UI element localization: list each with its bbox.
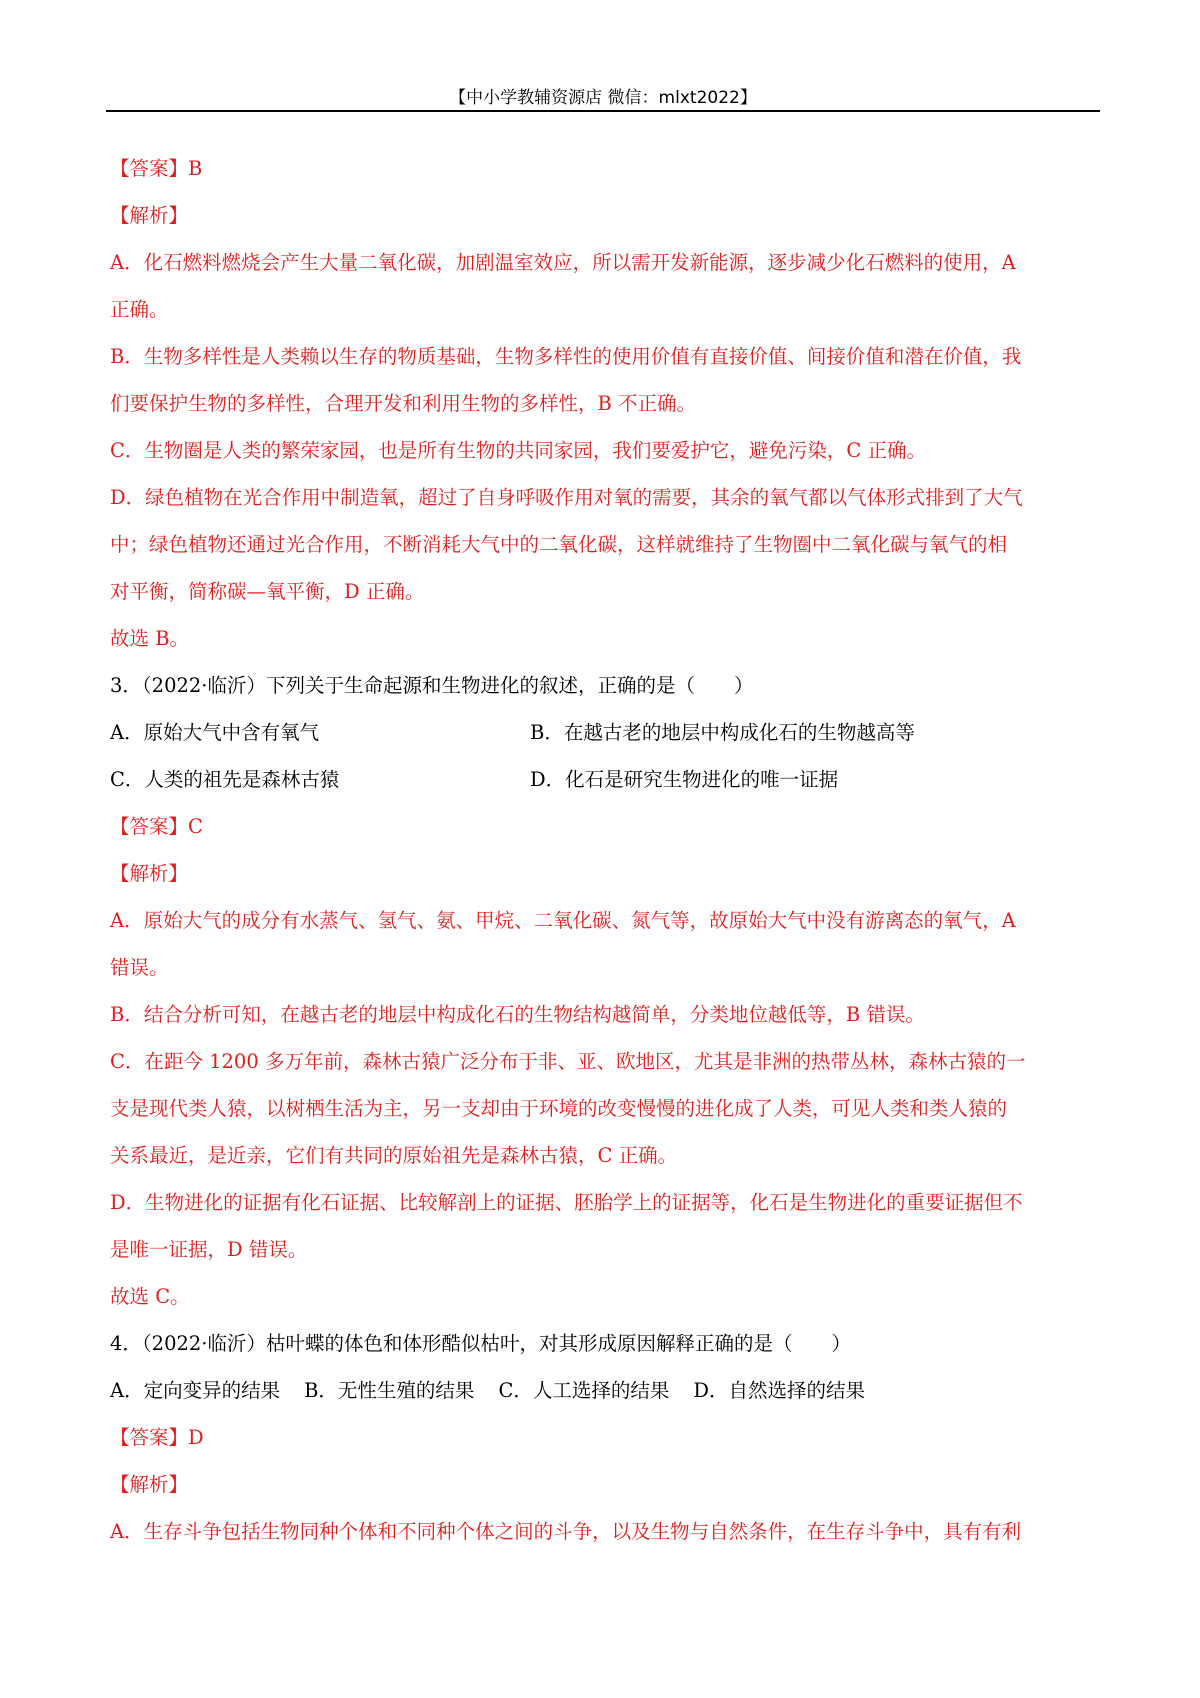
q2-conclusion: 故选 B。 xyxy=(110,627,190,650)
q4-analysis-label: 【解析】 xyxy=(110,1473,189,1496)
q3-options-row xyxy=(110,756,1100,803)
document-body xyxy=(110,145,1100,1555)
q2-analysis-line: 们要保护生物的多样性，合理开发和利用生物的多样性，B 不正确。 xyxy=(110,392,697,415)
q2-analysis-line: B．生物多样性是人类赖以生存的物质基础，生物多样性的使用价值有直接价值、间接价值和潜在价值，我 xyxy=(110,345,1022,368)
q3-answer: 【答案】C xyxy=(110,815,203,838)
q3-option-d: D．化石是研究生物进化的唯一证据 xyxy=(530,768,839,791)
q3-conclusion: 故选 C。 xyxy=(110,1285,190,1308)
q2-analysis-line: A．化石燃料燃烧会产生大量二氧化碳，加剧温室效应，所以需开发新能源，逐步减少化石燃料的使用，A xyxy=(110,251,1016,274)
header-rule xyxy=(106,110,1100,112)
q3-analysis-line: 是唯一证据，D 错误。 xyxy=(110,1238,308,1261)
q3-analysis-line: B．结合分析可知，在越古老的地层中构成化石的生物结构越简单，分类地位越低等，B 错误。 xyxy=(110,1003,925,1026)
q3-analysis-label: 【解析】 xyxy=(110,862,189,885)
q2-analysis-label: 【解析】 xyxy=(110,204,189,227)
q4-option-b: B．无性生殖的结果 xyxy=(304,1379,475,1402)
q3-option-c: C．人类的祖先是森林古猿 xyxy=(110,768,340,791)
q2-analysis-line: D．绿色植物在光合作用中制造氧，超过了自身呼吸作用对氧的需要，其余的氧气都以气体形式排到了大气 xyxy=(110,486,1023,509)
q3-analysis-line: 支是现代类人猿，以树栖生活为主，另一支却由于环境的改变慢慢的进化成了人类，可见人类和类人猿的 xyxy=(110,1097,1008,1120)
q3-analysis-line: A．原始大气的成分有水蒸气、氢气、氨、甲烷、二氧化碳、氮气等，故原始大气中没有游离态的氧气，A xyxy=(110,909,1016,932)
q3-analysis-line: 关系最近，是近亲，它们有共同的原始祖先是森林古猿，C 正确。 xyxy=(110,1144,678,1167)
q2-analysis-line: C．生物圈是人类的繁荣家园，也是所有生物的共同家园，我们要爱护它，避免污染，C 正确。 xyxy=(110,439,927,462)
q2-answer: 【答案】B xyxy=(110,157,203,180)
q4-option-a: A．定向变异的结果 xyxy=(110,1379,281,1402)
q3-option-a: A．原始大气中含有氧气 xyxy=(110,721,320,744)
q3-stem: 3．（2022·临沂）下列关于生命起源和生物进化的叙述，正确的是（ ） xyxy=(110,674,754,697)
q3-option-b: B．在越古老的地层中构成化石的生物越高等 xyxy=(530,721,915,744)
q3-analysis-line: C．在距今 1200 多万年前，森林古猿广泛分布于非、亚、欧地区，尤其是非洲的热带丛林，森林古猿的一 xyxy=(110,1050,1026,1073)
q4-stem: 4．（2022·临沂）枯叶蝶的体色和体形酷似枯叶，对其形成原因解释正确的是（ ） xyxy=(110,1332,851,1355)
q4-answer: 【答案】D xyxy=(110,1426,204,1449)
q2-analysis-line: 正确。 xyxy=(110,298,169,321)
page-header: 【中小学教辅资源店 微信：mlxt2022】 xyxy=(449,88,757,108)
q3-analysis-line: D．生物进化的证据有化石证据、比较解剖上的证据、胚胎学上的证据等，化石是生物进化的重要证据但不 xyxy=(110,1191,1023,1214)
q3-options-row xyxy=(110,709,1100,756)
q2-analysis-line: 中；绿色植物还通过光合作用，不断消耗大气中的二氧化碳，这样就维持了生物圈中二氧化碳与氧气的相 xyxy=(110,533,1008,556)
q4-options-row xyxy=(110,1367,1100,1414)
q4-option-c: C．人工选择的结果 xyxy=(498,1379,670,1402)
q4-option-d: D．自然选择的结果 xyxy=(693,1379,865,1402)
q4-analysis-line: A．生存斗争包括生物同种个体和不同种个体之间的斗争，以及生物与自然条件，在生存斗争中，具有有利 xyxy=(110,1520,1022,1543)
q3-analysis-line: 错误。 xyxy=(110,956,169,979)
q2-analysis-line: 对平衡，简称碳—氧平衡，D 正确。 xyxy=(110,580,425,603)
